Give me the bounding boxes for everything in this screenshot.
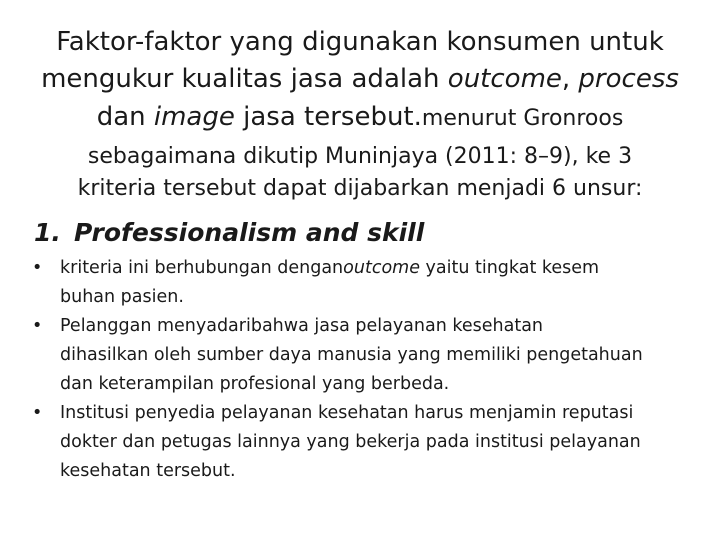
intro-text: menurut Gronroos [421,106,624,131]
intro-line-5 [0,174,720,204]
intro-line-1 [0,26,720,59]
bullet-list [30,254,710,486]
intro-text: mengukur kualitas jasa adalah [41,64,448,94]
section-title: Professionalism and skill [74,218,425,247]
bullet-marker: • [32,316,43,336]
bullet-text: kriteria ini berhubungan dengan [60,258,344,278]
bullet-item [30,399,710,486]
intro-emphasis: process [578,64,679,94]
bullet-marker: • [32,403,43,423]
intro-line-4 [0,142,720,172]
intro-text: kriteria tersebut dapat dijabarkan menjadi 6 unsur: [77,176,643,201]
intro-line-3 [0,101,720,134]
intro-emphasis: outcome [447,64,562,94]
section-heading [34,218,424,247]
bullet-line: dihasilkan oleh sumber daya manusia yang memiliki pengetahuan [60,345,643,365]
intro-text: sebagaimana dikutip Muninjaya (2011: 8–9), ke 3 [87,144,633,169]
bullet-line: kesehatan tersebut. [60,461,236,481]
bullet-item [30,254,710,312]
bullet-line: buhan pasien. [60,287,184,307]
bullet-line: Institusi penyedia pelayanan kesehatan harus menjamin reputasi [60,403,634,423]
bullet-line: Pelanggan menyadaribahwa jasa pelayanan kesehatan [60,316,544,336]
intro-line-2 [0,63,720,96]
section-number: 1. [34,218,61,247]
bullet-marker: • [32,258,43,278]
bullet-item [30,312,710,399]
bullet-line: dokter dan petugas lainnya yang bekerja pada institusi pelayanan [60,432,641,452]
bullet-line: dan keterampilan profesional yang berbeda. [60,374,450,394]
intro-text: , [561,64,579,94]
bullet-emphasis: outcome [343,258,420,278]
intro-emphasis: image [153,102,235,132]
bullet-text: yaitu tingkat kesem [419,258,600,278]
intro-text: jasa tersebut. [234,102,422,132]
bullet-line [60,254,710,283]
intro-text: dan [96,102,154,132]
intro-text: Faktor-faktor yang digunakan konsumen untuk [56,27,664,57]
